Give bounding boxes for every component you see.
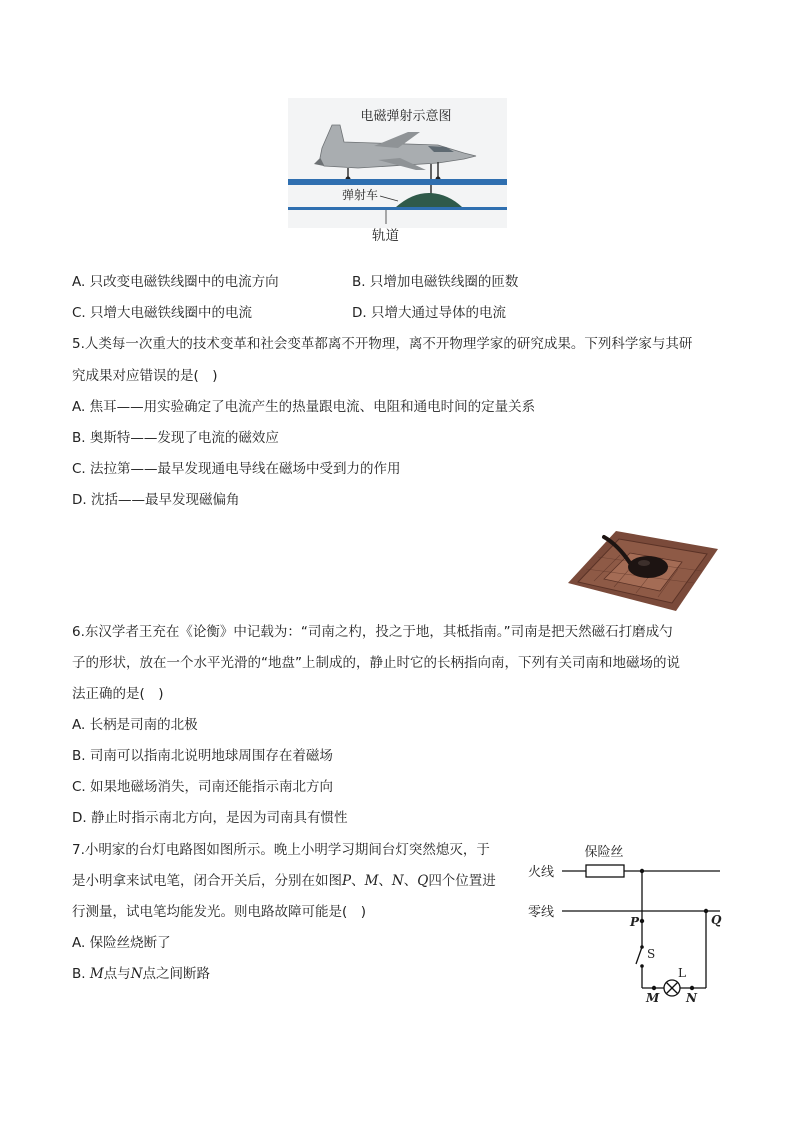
catapult-carriage [396, 193, 462, 207]
q6-option-a: A. 长柄是司南的北极 [72, 717, 198, 733]
point-m-label: M [646, 991, 660, 1005]
catapult-figure [288, 98, 507, 228]
q6-option-d: D. 静止时指示南北方向，是因为司南具有惯性 [72, 810, 348, 826]
q7-stem-line3: 行测量，试电笔均能发光。则电路故障可能是( ) [72, 904, 367, 920]
point-n-dot [690, 986, 694, 990]
q7-line2-pre: 是小明拿来试电笔，闭合开关后，分别在如图 [72, 873, 342, 889]
q4-option-d: D. 只增大通过导体的电流 [352, 305, 506, 321]
q6-stem-line3: 法正确的是( ) [72, 686, 164, 702]
q5-stem-line2: 究成果对应错误的是( ) [72, 368, 218, 384]
q4-option-a: A. 只改变电磁铁线圈中的电流方向 [72, 274, 279, 290]
q6-option-c: C. 如果地磁场消失，司南还能指示南北方向 [72, 779, 334, 795]
q7-sep3: 、 [403, 873, 418, 889]
q7-point-n: N [391, 873, 404, 889]
q7-option-b-mid: 点与 [103, 966, 131, 982]
q5-option-a: A. 焦耳——用实验确定了电流产生的热量跟电流、电阻和通电时间的定量关系 [72, 399, 536, 415]
q7-point-p: P [342, 873, 352, 889]
junction-live [640, 869, 644, 873]
q5-stem-line1: 5.人类每一次重大的技术变革和社会变革都离不开物理，离不开物理学家的研究成果。下列科学家与其研 [72, 336, 693, 352]
q7-option-b-m: M [89, 966, 104, 982]
deck-stripe [288, 179, 507, 185]
point-m-dot [652, 986, 656, 990]
q7-option-b [72, 964, 210, 984]
fuse-icon [586, 865, 624, 877]
q7-option-b-post: 点之间断路 [142, 966, 210, 982]
point-p-dot [640, 919, 644, 923]
q7-point-q: Q [417, 873, 429, 889]
q4-option-b: B. 只增加电磁铁线圈的匝数 [352, 274, 519, 290]
q7-line2-post: 四个位置进 [428, 873, 496, 889]
lamp-label: L [678, 966, 686, 980]
sinan-compass-image [564, 527, 721, 613]
q7-point-m: M [364, 873, 379, 889]
q7-sep1: 、 [351, 873, 365, 889]
q6-option-b: B. 司南可以指南北说明地球周围存在着磁场 [72, 748, 333, 764]
q7-option-a: A. 保险丝烧断了 [72, 935, 171, 951]
catapult-diagram [288, 98, 507, 228]
point-q-label: Q [711, 913, 722, 927]
circuit-svg [520, 838, 726, 1008]
live-wire-label: 火线 [528, 865, 555, 880]
point-p-label: P [630, 915, 640, 929]
track-line [288, 207, 507, 210]
switch-label: S [647, 947, 656, 961]
q7-sep2: 、 [378, 873, 392, 889]
q6-stem-line1: 6.东汉学者王充在《论衡》中记载为：“司南之杓，投之于地，其柢指南。”司南是把天然磁石打磨成勺 [72, 624, 673, 640]
circuit-diagram [520, 838, 726, 1008]
neutral-wire-label: 零线 [528, 905, 555, 920]
q6-stem-line2: 子的形状，放在一个水平光滑的“地盘”上制成的，静止时它的长柄指向南，下列有关司南和地磁场的说 [72, 655, 680, 671]
sinan-icon [564, 527, 721, 613]
fuse-label: 保险丝 [584, 845, 624, 860]
label-track: 轨道 [372, 228, 399, 244]
point-q-dot [704, 909, 708, 913]
q4-option-c: C. 只增大电磁铁线圈中的电流 [72, 305, 253, 321]
q7-option-b-pre: B. [72, 966, 90, 982]
q7-stem-line1: 7.小明家的台灯电路图如图所示。晚上小明学习期间台灯突然熄灭，于 [72, 842, 490, 858]
q7-stem-line2 [72, 871, 496, 891]
q5-option-b: B. 奥斯特——发现了电流的磁效应 [72, 430, 279, 446]
label-catapult-car: 弹射车 [341, 188, 379, 202]
q5-option-d: D. 沈括——最早发现磁偏角 [72, 492, 240, 508]
q5-option-c: C. 法拉第——最早发现通电导线在磁场中受到力的作用 [72, 461, 401, 477]
point-n-label: N [686, 991, 697, 1005]
q7-option-b-n: N [130, 966, 143, 982]
figure-title: 电磁弹射示意图 [360, 109, 452, 124]
